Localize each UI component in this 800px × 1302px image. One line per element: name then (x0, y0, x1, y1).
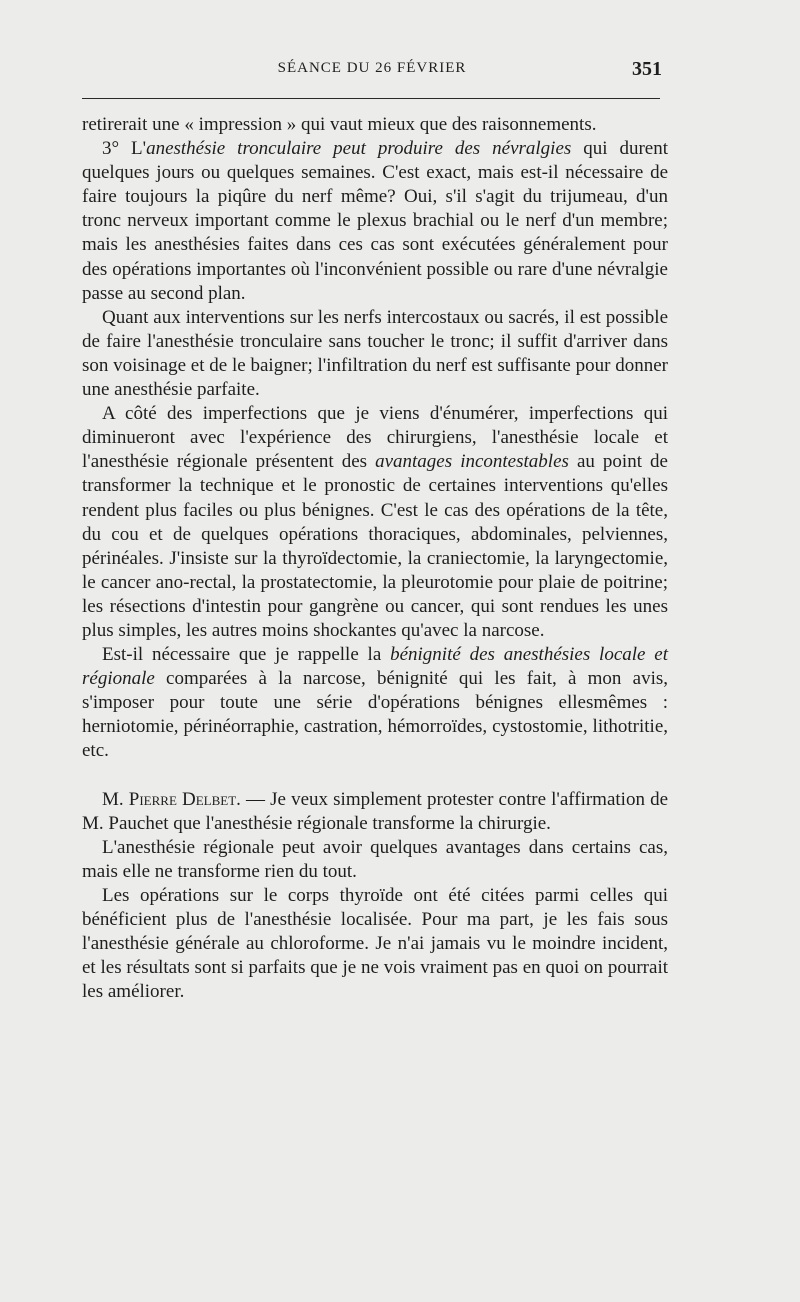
paragraph-point-3 (82, 137, 668, 306)
paragraph-prefix: Est-il nécessaire que je rappelle la (102, 644, 391, 666)
paragraph-text: qui durent quelques jours ou quelques semaines. C'est exact, mais est-il nécessaire de faire toujours la piqûre du nerf même? Oui, s'il s'agit du trijumeau, d'un tronc nerveux important comme le plexus brachial ou le nerf d'un membre; mais les anesthésies faites dans ces cas sont exécutées généralement pour des opérations importantes où l'inconvénient possible ou rare d'une névralgie passe au second plan. (82, 138, 668, 304)
paragraph-emphasis: bénignité des anesthésies locale et régionale (82, 644, 668, 690)
page-header (82, 58, 662, 82)
paragraph-text: Les opérations sur le corps thyroïde ont été citées parmi celles qui bénéficient plus de l'anesthésie localisée. Pour ma part, je les fais sous l'anesthésie générale au chloroforme. Je n'ai jamais vu le moindre incident, et les résultats sont si parfaits que je ne vois vraiment pas en quoi on pourrait les améliorer. (82, 884, 668, 1003)
paragraph-prefix: 3° L' (102, 138, 147, 160)
paragraph-delbet (82, 788, 668, 836)
paragraph-text: — Je veux simplement protester contre l'affirmation de M. Pauchet que l'anesthésie régionale transforme la chirurgie. (82, 788, 668, 834)
paragraph-text: au point de transformer la technique et le pronostic de certaines interventions qu'elles rendent plus faciles ou plus bénignes. C'est le cas des opérations de la tête, du cou et de quelques opérations thoraciques, abdominales, pelviennes, périnéales. J'insiste sur la thyroïdectomie, la craniectomie, la laryngectomie, le cancer ano-rectal, la prostatectomie, la pleurotomie pour plaie de poitrine; les résections d'intestin pour gangrène ou cancer, qui sont rendues les unes plus simples, les autres moins shockantes qu'avec la narcose. (82, 451, 668, 641)
paragraph-advantages (82, 402, 668, 643)
paragraph-text: comparées à la narcose, bénignité qui les fait, à mon avis, s'imposer pour toute une série d'opérations bénignes ellesmêmes : herniotomie, périnéorraphie, castration, hémorroïdes, cystostomie, lithotritie, etc. (82, 668, 668, 762)
body-text (82, 113, 668, 1004)
paragraph-text: Quant aux interventions sur les nerfs intercostaux ou sacrés, il est possible de faire l'anesthésie tronculaire sans toucher le tronc; il suffit d'arriver dans son voisinage et de le baigner; l'infiltration du nerf est suffisante pour donner une anesthésie parfaite. (82, 306, 668, 401)
speaker-name: M. Pierre Delbet. (102, 788, 241, 810)
paragraph-emphasis: avantages incontestables (375, 451, 569, 473)
paragraph-text: L'anesthésie régionale peut avoir quelques avantages dans certains cas, mais elle ne transforme rien du tout. (82, 836, 668, 882)
header-rule (82, 98, 660, 99)
paragraph-regional (82, 836, 668, 884)
paragraph-benignity (82, 643, 668, 763)
paragraph-continuation (82, 113, 668, 137)
paragraph-text: retirerait une « impression » qui vaut mieux que des raisonnements. (82, 114, 597, 135)
paragraph-intercostal (82, 306, 668, 402)
paragraph-emphasis: anesthésie tronculaire peut produire des névralgies (146, 138, 572, 160)
running-head: SÉANCE DU 26 FÉVRIER (277, 60, 467, 76)
paragraph-prefix: A côté des imperfections que je viens d'énumérer, imperfections qui diminueront avec l'expérience des chirurgiens, l'anesthésie locale et l'anesthésie régionale présentent des (82, 403, 668, 473)
paragraph-thyroid (82, 884, 668, 1004)
page-number: 351 (632, 58, 662, 80)
